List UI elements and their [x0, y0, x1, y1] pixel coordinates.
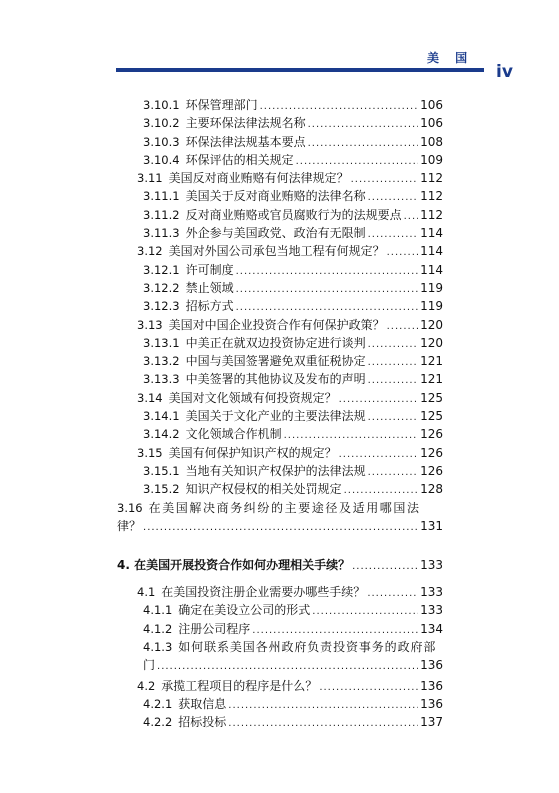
toc-entry-title: 主要环保法律法规名称 — [185, 116, 306, 131]
toc-page-number: 137 — [420, 715, 443, 730]
toc-entry[interactable] — [117, 206, 443, 224]
toc-entry-number: 3.13.1 — [143, 335, 180, 350]
toc-entry-title: 确定在美设立公司的形式 — [178, 603, 311, 618]
toc-entry-title: 中国与美国签署避免双重征税协定 — [185, 354, 366, 369]
toc-entry-title: 美国对文化领域有何投资规定？ — [168, 390, 337, 405]
toc-entry[interactable] — [117, 407, 443, 425]
toc-page-number: 112 — [420, 207, 443, 222]
toc-page-number: 125 — [420, 390, 443, 405]
toc-page-number: 133 — [420, 585, 443, 600]
toc-entry[interactable] — [117, 133, 443, 151]
toc-entry-title-continued: 律？ — [117, 518, 142, 533]
toc-page-number: 136 — [420, 658, 443, 673]
toc-entry-number: 4.1.2 — [143, 621, 173, 636]
toc-entry[interactable] — [117, 695, 443, 713]
toc-entry-number: 4.2 — [137, 678, 156, 693]
toc-entry[interactable] — [117, 334, 443, 352]
toc-entry-title: 美国关于文化产业的主要法律法规 — [185, 409, 366, 424]
toc-entry-title: 承揽工程项目的程序是什么？ — [161, 678, 318, 693]
toc-entry-3-16[interactable] — [117, 499, 443, 538]
toc-entry-title: 美国关于反对商业贿赂的法律名称 — [185, 189, 366, 204]
toc-page-number: 114 — [420, 244, 443, 259]
toc-page-number: 114 — [420, 226, 443, 241]
toc-entry-title: 中美正在就双边投资协定进行谈判 — [185, 335, 366, 350]
running-header-country: 美 国 — [427, 51, 474, 65]
toc-page-number: 136 — [420, 678, 443, 693]
toc-page-number: 119 — [420, 280, 443, 295]
toc-entry-number: 3.16 — [117, 500, 143, 515]
toc-entry-number: 3.11.2 — [143, 207, 180, 222]
toc-entry-number: 3.15 — [137, 445, 163, 460]
toc-entry-number: 3.11.1 — [143, 189, 180, 204]
toc-entry-number: 3.11.3 — [143, 226, 180, 241]
toc-entry-title: 在美国投资注册企业需要办哪些手续？ — [161, 585, 366, 600]
toc-page-number: 108 — [420, 134, 443, 149]
toc-entry-title: 反对商业贿赂或官员腐败行为的法规要点 — [185, 207, 402, 222]
toc-page-number: 136 — [420, 696, 443, 711]
toc-entry-title: 文化领域合作机制 — [185, 427, 282, 442]
dot-leader — [352, 557, 418, 577]
toc-entry-title: 外企参与美国政党、政治有无限制 — [185, 226, 366, 241]
toc-entry-title: 注册公司程序 — [178, 621, 251, 636]
toc-entry-title: 美国有何保护知识产权的规定？ — [168, 445, 337, 460]
toc-entry-number: 4.1.3 — [143, 640, 173, 655]
toc-entry[interactable] — [117, 425, 443, 443]
toc-entry-title: 美国反对商业贿赂有何法律规定？ — [168, 171, 349, 186]
toc-page-number: 120 — [420, 317, 443, 332]
toc-entry-title: 环保管理部门 — [185, 98, 258, 112]
toc-entry-title: 招标方式 — [185, 299, 234, 314]
toc-page-number: 114 — [420, 262, 443, 277]
toc-entry[interactable] — [117, 316, 443, 334]
toc-entry[interactable] — [117, 352, 443, 370]
toc-entry[interactable] — [117, 114, 443, 132]
toc-entry-number: 3.13 — [137, 317, 163, 332]
toc-entry[interactable] — [117, 96, 443, 114]
toc-entry-title: 获取信息 — [178, 696, 227, 711]
dot-leader — [228, 715, 418, 733]
toc-section-4-2 — [117, 677, 443, 732]
toc-entry[interactable] — [117, 601, 443, 619]
toc-entry-title: 环保评估的相关规定 — [185, 152, 294, 167]
toc-entry-number: 3.14.2 — [143, 427, 180, 442]
toc-entry-number: 3.10.1 — [143, 98, 180, 112]
toc-entry-title: 美国对外国公司承包当地工程有何规定？ — [168, 244, 385, 259]
dot-leader — [157, 658, 418, 676]
toc-entry-number: 3.12 — [137, 244, 163, 259]
toc-entry[interactable] — [117, 279, 443, 297]
toc-page-number: 112 — [420, 189, 443, 204]
toc-entry-title: 当地有关知识产权保护的法律法规 — [185, 463, 366, 478]
toc-entry[interactable] — [117, 261, 443, 279]
toc-entry-4-1-3[interactable] — [117, 638, 443, 677]
toc-entry-title: 在美国解决商务纠纷的主要途径及适用哪国法 — [148, 500, 421, 515]
toc-entry-number: 4.1.1 — [143, 603, 173, 618]
toc-entry-title-continued: 门 — [143, 658, 156, 673]
toc-entry[interactable] — [117, 169, 443, 187]
page-number: iv — [496, 62, 513, 82]
toc-page-number: 119 — [420, 299, 443, 314]
toc-chapter-4[interactable] — [117, 555, 443, 575]
toc-entry-title: 知识产权侵权的相关处罚规定 — [185, 482, 342, 497]
toc-entry-title: 招标投标 — [178, 715, 227, 730]
toc-entry-number: 3.13.3 — [143, 372, 180, 387]
toc-section-4-1 — [117, 583, 443, 638]
toc-entry[interactable] — [117, 583, 443, 601]
toc-entry[interactable] — [117, 677, 443, 695]
toc-page-number: 126 — [420, 463, 443, 478]
toc-page-number: 133 — [420, 558, 443, 573]
toc-chapter-title: 4. 在美国开展投资合作如何办理相关手续？ — [117, 558, 351, 573]
toc-entry-title: 禁止领域 — [185, 280, 234, 295]
toc-entry-number: 3.10.2 — [143, 116, 180, 131]
toc-entry[interactable] — [117, 242, 443, 260]
toc-page-number: 125 — [420, 409, 443, 424]
toc-entry-number: 3.14 — [137, 390, 163, 405]
toc-entry-number: 3.10.3 — [143, 134, 180, 149]
toc-entry[interactable] — [117, 187, 443, 205]
toc-page-number: 133 — [420, 603, 443, 618]
toc-entry[interactable] — [117, 224, 443, 242]
toc-entry[interactable] — [117, 713, 443, 731]
toc-entry-title: 如何联系美国各州政府负责投资事务的政府部 — [178, 640, 437, 655]
toc-page-number: 106 — [420, 98, 443, 112]
toc-entry-number: 3.15.1 — [143, 463, 180, 478]
toc-entry[interactable] — [117, 297, 443, 315]
toc-page-number: 131 — [420, 518, 443, 533]
toc-entry[interactable] — [117, 389, 443, 407]
table-of-contents — [117, 96, 443, 732]
toc-entry-number: 3.10.4 — [143, 152, 180, 167]
toc-entry-number: 3.12.1 — [143, 262, 180, 277]
toc-entry[interactable] — [117, 480, 443, 498]
toc-page-number: 109 — [420, 152, 443, 167]
toc-entry-number: 3.14.1 — [143, 409, 180, 424]
toc-entry-number: 3.11 — [137, 171, 163, 186]
toc-entry-number: 4.1 — [137, 585, 156, 600]
toc-entry-title: 美国对中国企业投资合作有何保护政策？ — [168, 317, 385, 332]
toc-page-number: 126 — [420, 427, 443, 442]
toc-entry-number: 3.12.2 — [143, 280, 180, 295]
toc-entry-title: 中美签署的其他协议及发布的声明 — [185, 372, 366, 387]
toc-entry-title: 环保法律法规基本要点 — [185, 134, 306, 149]
toc-page-number: 112 — [420, 171, 443, 186]
toc-entry-number: 3.13.2 — [143, 354, 180, 369]
toc-entry-title: 许可制度 — [185, 262, 234, 277]
toc-entry-number: 4.2.2 — [143, 715, 173, 730]
toc-entry-number: 4.2.1 — [143, 696, 173, 711]
toc-entry[interactable] — [117, 151, 443, 169]
toc-entry[interactable] — [117, 620, 443, 638]
toc-page-number: 134 — [420, 621, 443, 636]
toc-page-number: 121 — [420, 354, 443, 369]
header-rule — [116, 68, 484, 72]
toc-section-3 — [117, 96, 443, 499]
toc-entry[interactable] — [117, 370, 443, 388]
toc-entry-number: 3.12.3 — [143, 299, 180, 314]
toc-entry[interactable] — [117, 444, 443, 462]
dot-leader — [143, 519, 418, 537]
toc-page-number: 106 — [420, 116, 443, 131]
toc-page-number: 120 — [420, 335, 443, 350]
toc-entry[interactable] — [117, 462, 443, 480]
toc-entry-number: 3.15.2 — [143, 482, 180, 497]
toc-page-number: 121 — [420, 372, 443, 387]
toc-page-number: 128 — [420, 482, 443, 497]
toc-page-number: 126 — [420, 445, 443, 460]
